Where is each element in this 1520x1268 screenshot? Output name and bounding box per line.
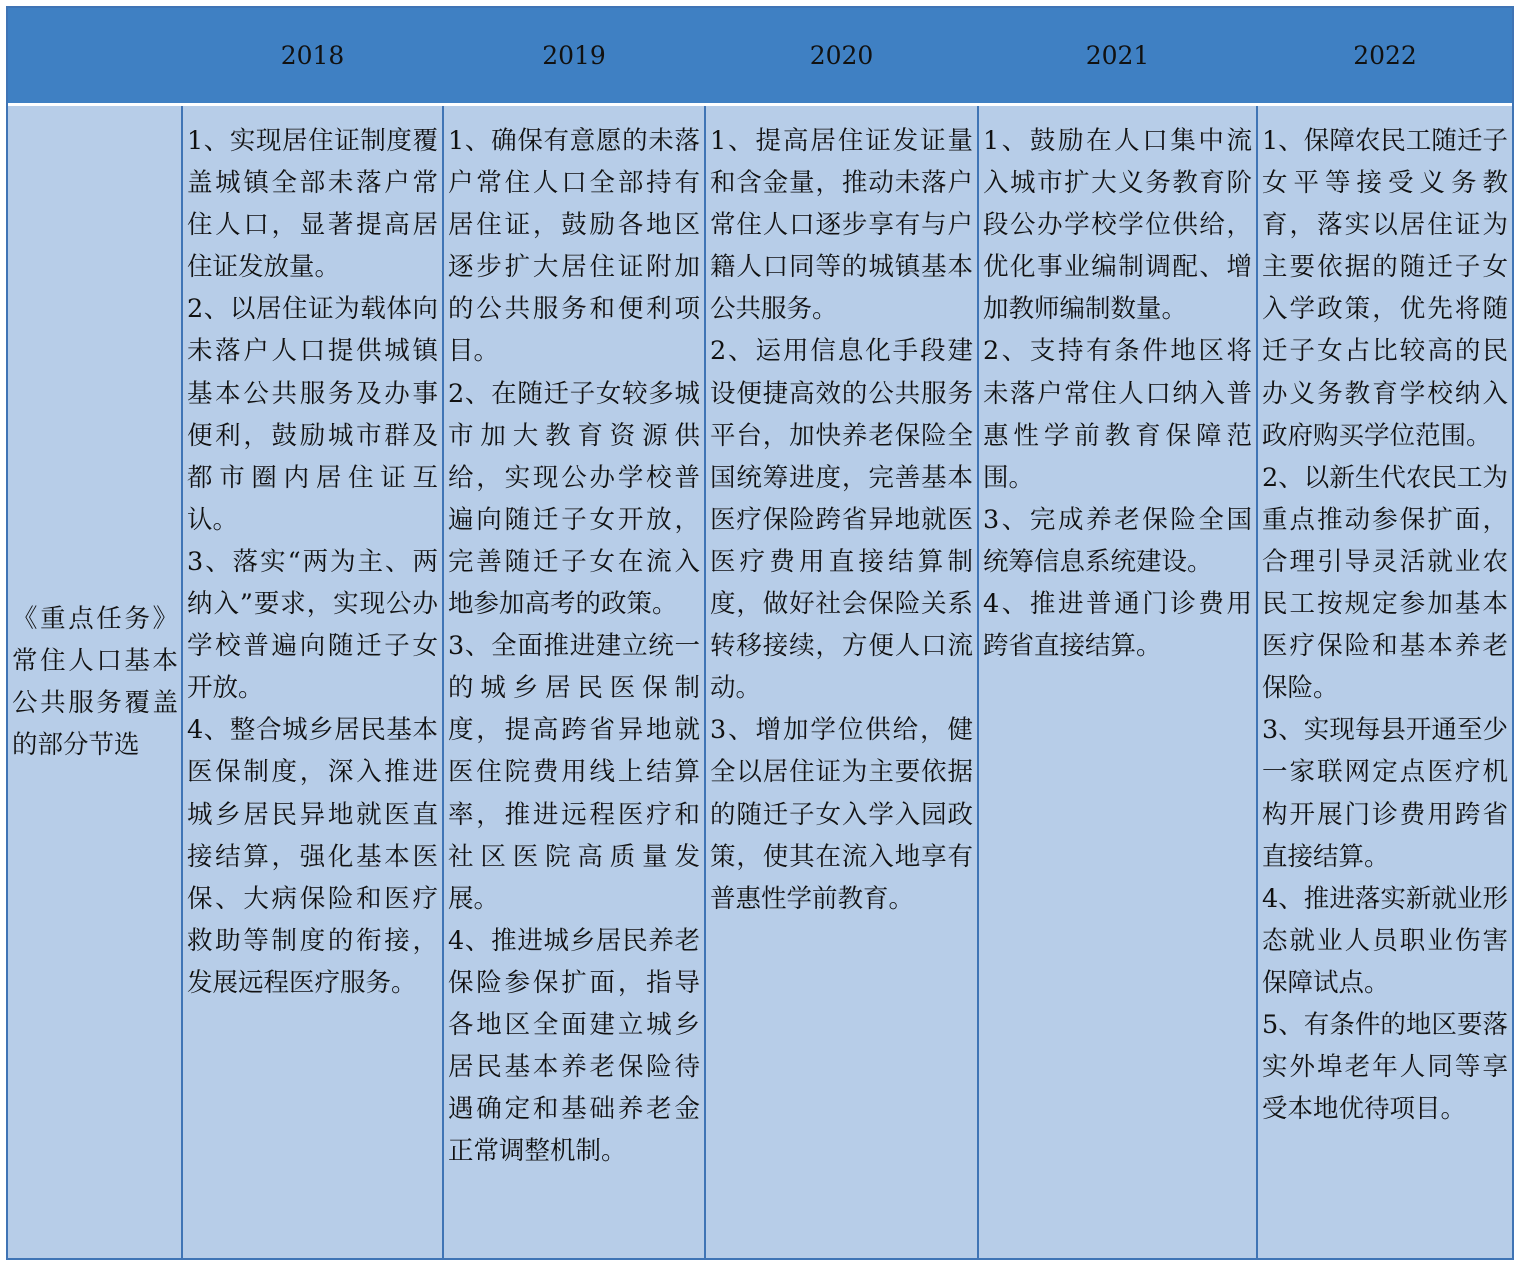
cell-2019: [444, 106, 704, 1258]
list-item: 4、整合城乡居民基本医保制度，深入推进城乡居民异地就医直接结算，强化基本医保、大病保险和医疗救助等制度的衔接，发展远程医疗服务。: [187, 715, 438, 998]
cell-2018: [183, 106, 442, 1258]
list-item: 3、完成养老保险全国统筹信息系统建设。: [983, 504, 1252, 577]
policy-table: [6, 6, 1514, 1260]
list-item: 4、推进普通门诊费用跨省直接结算。: [983, 589, 1252, 662]
list-item: 3、实现每县开通至少一家联网定点医疗机构开展门诊费用跨省直接结算。: [1262, 715, 1508, 872]
header-year-2018: 2018: [280, 41, 345, 70]
list-item: 2、在随迁子女较多城市加大教育资源供给，实现公办学校普遍向随迁子女开放，完善随迁子女在流入地参加高考的政策。: [448, 378, 700, 620]
list-item: 1、实现居住证制度覆盖城镇全部未落户常住人口，显著提高居住证发放量。: [187, 126, 438, 283]
row-label-text: 《重点任务》常住人口基本公共服务覆盖的部分节选: [12, 603, 178, 761]
list-item: 3、增加学位供给，健全以居住证为主要依据的随迁子女入学入园政策，使其在流入地享有普惠性学前教育。: [710, 715, 973, 914]
list-item: 3、落实“两为主、两纳入”要求，实现公办学校普遍向随迁子女开放。: [187, 546, 438, 704]
list-item: 3、全面推进建立统一的城乡居民医保制度，提高跨省异地就医住院费用线上结算率，推进远程医疗和社区医院高质量发展。: [448, 631, 700, 914]
list-item: 5、有条件的地区要落实外埠老年人同等享受本地优待项目。: [1262, 1009, 1508, 1125]
header-year-2020: 2020: [809, 41, 874, 70]
row-label-cell: [8, 106, 182, 1258]
header-corner-cell: [8, 8, 181, 103]
header-year-2022: 2022: [1353, 41, 1417, 70]
list-item: 4、推进城乡居民养老保险参保扩面，指导各地区全面建立城乡居民基本养老保险待遇确定和基础养老金正常调整机制。: [448, 925, 700, 1167]
list-item: 4、推进落实新就业形态就业人员职业伤害保障试点。: [1262, 883, 1508, 998]
list-item: 2、以居住证为载体向未落户人口提供城镇基本公共服务及办事便利，鼓励城市群及都市圈内居住证互认。: [187, 294, 438, 535]
cell-2020: [706, 106, 977, 1258]
list-item: 2、支持有条件地区将未落户常住人口纳入普惠性学前教育保障范围。: [983, 336, 1252, 493]
cell-2022: [1258, 106, 1512, 1258]
header-year-2021: 2021: [1085, 41, 1150, 70]
list-item: 1、保障农民工随迁子女平等接受义务教育，落实以居住证为主要依据的随迁子女入学政策，优先将随迁子女占比较高的民办义务教育学校纳入政府购买学位范围。: [1262, 126, 1508, 451]
list-item: 2、运用信息化手段建设便捷高效的公共服务平台，加快养老保险全国统筹进度，完善基本医疗保险跨省异地就医医疗费用直接结算制度，做好社会保险关系转移接续，方便人口流动。: [710, 336, 973, 704]
list-item: 1、确保有意愿的未落户常住人口全部持有居住证，鼓励各地区逐步扩大居住证附加的公共服务和便利项目。: [448, 126, 700, 367]
table-header-row: [8, 8, 1512, 106]
header-year-2019: 2019: [542, 41, 606, 70]
list-item: 1、提高居住证发证量和含金量，推动未落户常住人口逐步享有与户籍人口同等的城镇基本公共服务。: [710, 126, 973, 325]
list-item: 2、以新生代农民工为重点推动参保扩面，合理引导灵活就业农民工按规定参加基本医疗保险和基本养老保险。: [1262, 462, 1508, 704]
list-item: 1、鼓励在人口集中流入城市扩大义务教育阶段公办学校学位供给，优化事业编制调配、增加教师编制数量。: [983, 126, 1252, 325]
cell-2021: [979, 106, 1256, 1258]
